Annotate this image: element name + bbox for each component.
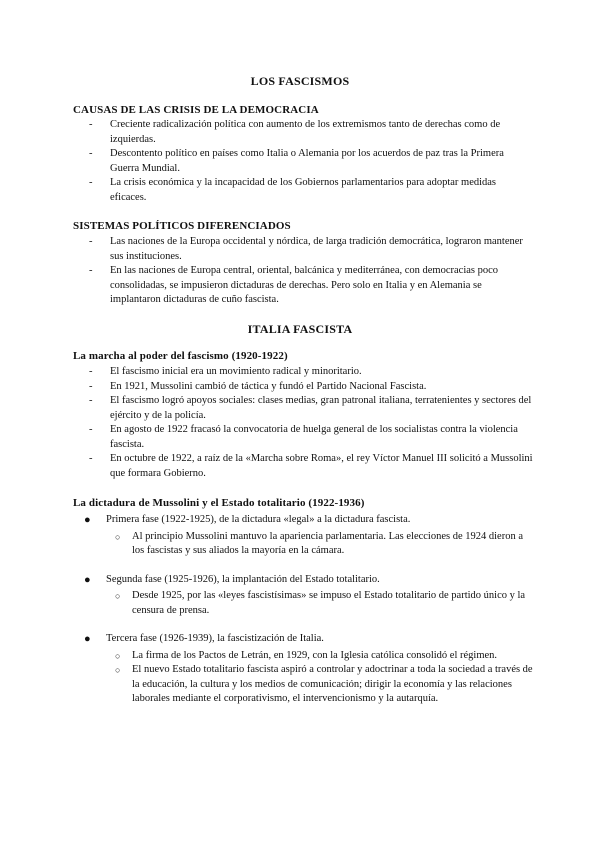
dash-marker: -: [89, 395, 93, 406]
spacer: [73, 559, 533, 573]
section-subtitle: ITALIA FASCISTA: [247, 322, 353, 336]
dash-marker: -: [89, 453, 93, 464]
heading-marcha: La marcha al poder del fascismo (1920-1922): [73, 350, 288, 362]
sub-list-item: ○ Desde 1925, por las «leyes fascistísimas» se impuso el Estado totalitario de partido único y la censura de prensa.: [115, 590, 526, 616]
list-item: - En octubre de 1922, a raíz de la «Marcha sobre Roma», el rey Víctor Manuel III solicitó a Mussolini que formara Gobierno.: [89, 453, 533, 479]
sub-list: [73, 589, 533, 618]
circle-marker: ○: [115, 591, 121, 601]
list-marcha: [73, 365, 533, 481]
list-item: - En 1921, Mussolini cambió de táctica y fundó el Partido Nacional Fascista.: [73, 380, 533, 395]
dash-marker: -: [89, 148, 93, 159]
list-item: - La crisis económica y la incapacidad de los Gobiernos parlamentarios para adoptar medidas eficaces.: [89, 177, 497, 203]
sub-list-item: ○ Al principio Mussolini mantuvo la apariencia parlamentaria. Las elecciones de 1924 dieron a los fascistas y sus aliados la mayoría en la cámara.: [115, 530, 523, 556]
list-item: - En las naciones de Europa central, oriental, balcánica y mediterránea, con democracias poco consolidadas, se impusieron dictaduras de derechas. Pero solo en Italia y en Alemania se implantaron dictaduras de cuño fascista.: [89, 265, 499, 305]
list-item: ● Primera fase (1922-1925), de la dictadura «legal» a la dictadura fascista. ○ Al principio Mussolini mantuvo la apariencia parlamentaria. Las elecciones de 1924 dieron a los fascistas y sus aliados la mayoría en la cámara.: [73, 513, 533, 559]
list-item: ● Segunda fase (1925-1926), la implantación del Estado totalitario. ○ Desde 1925, por las «leyes fascistísimas» se impuso el Estado totalitario de partido único y la censura de prensa.: [73, 573, 533, 619]
circle-marker: ○: [115, 531, 121, 542]
dash-marker: -: [89, 265, 93, 276]
document-title: LOS FASCISMOS: [250, 74, 350, 88]
sub-list: [73, 649, 533, 707]
dash-marker: -: [89, 177, 93, 188]
list-sistemas: [73, 235, 533, 308]
circle-marker: ○: [115, 650, 121, 661]
dash-marker: -: [89, 236, 93, 247]
bullet-marker: ●: [84, 573, 91, 586]
sub-list-item: ○ El nuevo Estado totalitario fascista aspiró a controlar y adoctrinar a toda la sociedad a través de la educación, la cultura y los medios de comunicación; dirigir la economía y las relaciones laborales mediante el corporativismo, el intervencionismo y la autarquía.: [115, 664, 533, 704]
list-item: - Creciente radicalización política con aumento de los extremismos tanto de derechas como de izquierdas.: [89, 119, 501, 145]
dash-marker: -: [89, 119, 93, 130]
sub-list: [73, 530, 533, 559]
sub-list-item: ○ La firma de los Pactos de Letrán, en 1929, con la Iglesia católica consolidó el régimen.: [73, 649, 533, 664]
list-item: - En agosto de 1922 fracasó la convocatoria de huelga general de los socialistas contra la violencia fascista.: [89, 424, 518, 450]
list-item: - Las naciones de la Europa occidental y nórdica, de larga tradición democrática, lograron mantener sus instituciones.: [89, 236, 523, 262]
list-item: - Descontento político en países como Italia o Alemania por los acuerdos de paz tras la Primera Guerra Mundial.: [89, 148, 504, 174]
list-dictadura: [73, 513, 533, 707]
bullet-marker: ●: [84, 633, 91, 645]
bullet-marker: ●: [84, 514, 91, 526]
dash-marker: -: [89, 380, 93, 392]
spacer: [73, 618, 533, 632]
dash-marker: -: [89, 366, 93, 377]
heading-sistemas: SISTEMAS POLÍTICOS DIFERENCIADOS: [73, 220, 291, 232]
list-item: - El fascismo inicial era un movimiento radical y minoritario.: [73, 365, 533, 380]
list-causas: [73, 118, 533, 205]
heading-dictadura: La dictadura de Mussolini y el Estado totalitario (1922-1936): [73, 497, 365, 509]
dash-marker: -: [89, 424, 93, 435]
list-item: - El fascismo logró apoyos sociales: clases medias, gran patronal italiana, terratenientes y sectores del ejército y de la policía.: [89, 395, 532, 421]
heading-causas: CAUSAS DE LAS CRISIS DE LA DEMOCRACIA: [73, 104, 319, 116]
circle-marker: ○: [115, 665, 121, 675]
list-item: ● Tercera fase (1926-1939), la fascistización de Italia. ○ La firma de los Pactos de Letrán, en 1929, con la Iglesia católica consolidó el régimen. ○ El nuevo Estado totalitario fascista aspiró a controlar y adoctrinar a toda la sociedad a través de la educación, la cultura y los medios de comunicación; dirigir la economía y las relaciones laborales mediante el corporativismo, el intervencionismo y la autarquía.: [73, 632, 533, 707]
